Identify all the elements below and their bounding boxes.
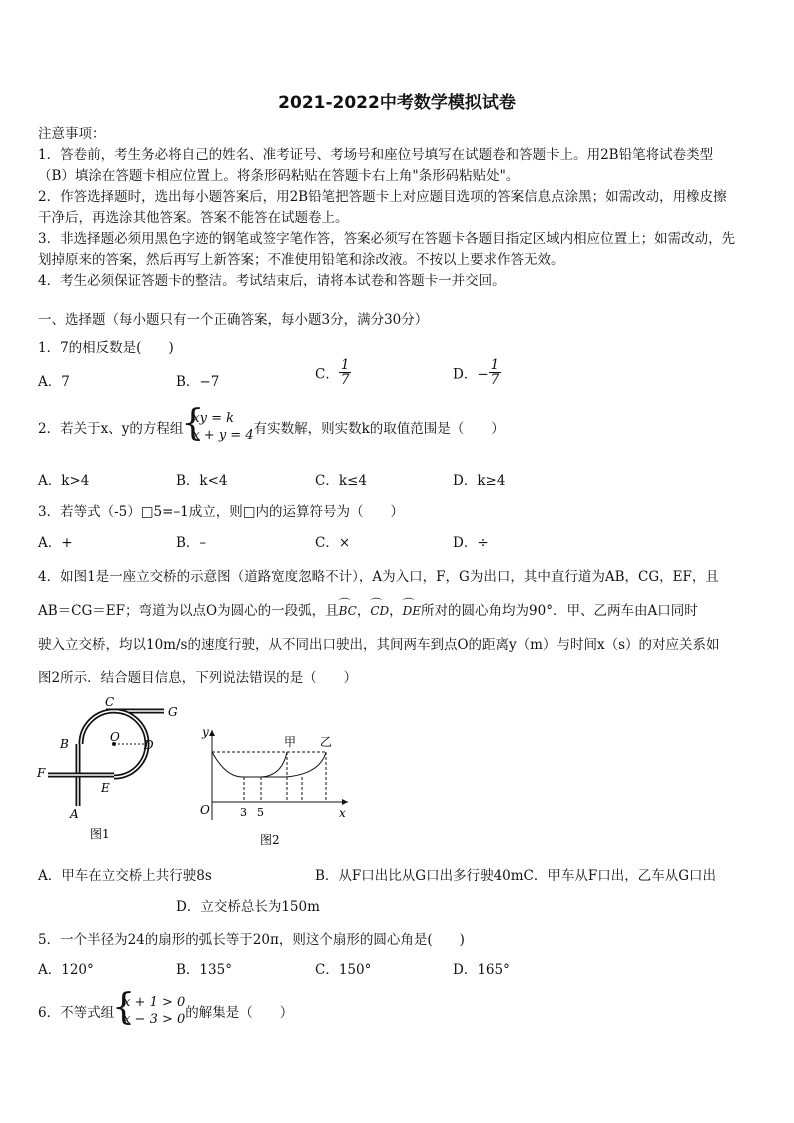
notice-line: 1．答卷前，考生务必将自己的姓名、准考证号、考场号和座位号填写在试题卷和答题卡上。用2B铅笔将试卷类型 xyxy=(38,147,714,163)
origin-label: O xyxy=(200,803,210,817)
series-label-jia: 甲 xyxy=(284,735,297,749)
q6-stem-post: 的解集是（ ） xyxy=(185,1005,294,1021)
inequality: x − 3 > 0 xyxy=(123,1012,186,1027)
q3-option-d: D．÷ xyxy=(453,535,489,551)
q1-option-c-label: C． xyxy=(315,366,339,383)
question-4-line: AB＝CG＝EF；弯道为以点O为圆心的一段弧，且⌒ BC，⌒ CD，⌒ DE所对的圆心角均为90°．甲、乙两车由A口同时 xyxy=(38,599,698,619)
x-axis-label: x xyxy=(339,806,346,820)
q2-stem-post: 有实数解，则实数k的取值范围是（ ） xyxy=(253,421,505,437)
q2-option-d: D．k≥4 xyxy=(453,473,506,489)
q2-option-a: A．k>4 xyxy=(38,473,90,489)
page-title: 2021-2022中考数学模拟试卷 xyxy=(278,93,516,113)
q4-option-b: B．从F口出比从G口出多行驶40mC．甲车从F口出，乙车从G口出 xyxy=(315,868,717,884)
q5-option-d: D．165° xyxy=(453,962,510,978)
denominator: 7 xyxy=(340,372,350,388)
numerator: 1 xyxy=(340,357,350,373)
q1-option-d-label: D．− xyxy=(453,366,489,383)
numerator: 1 xyxy=(490,357,500,373)
section-heading: 一、选择题（每小题只有一个正确答案，每小题3分，满分30分） xyxy=(38,312,429,328)
label-o: O xyxy=(110,730,120,744)
question-6-stem xyxy=(38,994,293,1028)
q5-option-b: B．135° xyxy=(176,962,232,978)
label-d: D xyxy=(144,738,154,752)
curve-descent xyxy=(212,752,244,777)
q6-stem-pre: 6．不等式组 xyxy=(38,1005,115,1021)
q5-option-a: A．120° xyxy=(38,962,94,978)
label-c: C xyxy=(105,695,115,709)
q4-option-a: A．甲车在立交桥上共行驶8s xyxy=(38,868,212,884)
label-e: E xyxy=(101,781,110,795)
equation: { xy = k xyxy=(192,411,235,426)
arc-cd: ⌒ CD xyxy=(370,604,389,618)
figure-1-interchange xyxy=(34,694,184,846)
q3-option-c: C．× xyxy=(315,535,351,551)
q2-option-b: B．k<4 xyxy=(176,473,228,489)
y-axis-label: y xyxy=(202,725,209,739)
equation: x + y = 4 xyxy=(192,428,254,443)
label-g: G xyxy=(168,705,178,719)
figure-2-graph xyxy=(196,722,356,850)
label-a: A xyxy=(70,807,79,821)
question-4-line: 图2所示．结合题目信息，下列说法错误的是（ ） xyxy=(38,670,358,686)
fraction xyxy=(339,358,352,387)
notice-line: （B）填涂在答题卡相应位置上。将条形码粘贴在答题卡右上角"条形码粘贴处"。 xyxy=(38,168,520,184)
series-label-yi: 乙 xyxy=(320,735,333,749)
notice-line: 干净后，再选涂其他答案。答案不能答在试题卷上。 xyxy=(38,210,349,226)
notice-line: 划掉原来的答案，然后再写上新答案；不准使用铅笔和涂改液。不按以上要求作答无效。 xyxy=(38,252,565,268)
label-f: F xyxy=(37,766,46,780)
q5-option-c: C．150° xyxy=(315,962,372,978)
q3-option-b: B．– xyxy=(176,535,207,551)
q1-option-c xyxy=(315,358,351,387)
figure-2-caption: 图2 xyxy=(260,833,280,847)
notice-line: 4．考生必须保证答题卡的整洁。考试结束后，请将本试卷和答题卡一并交回。 xyxy=(38,273,506,289)
question-5-stem: 5．一个半径为24的扇形的弧长等于20π，则这个扇形的圆心角是( ) xyxy=(38,932,465,948)
q2-option-c: C．k≤4 xyxy=(315,473,367,489)
question-1-stem: 1．7的相反数是( ) xyxy=(38,340,174,356)
tick-label-5: 5 xyxy=(257,806,264,819)
q4-line2-post: 所对的圆心角均为90°．甲、乙两车由A口同时 xyxy=(421,603,698,619)
label-b: B xyxy=(60,737,69,751)
q1-option-a: A．7 xyxy=(38,374,70,390)
arc-bc: ⌒ BC xyxy=(339,604,357,618)
q1-option-d xyxy=(453,358,501,387)
q1-option-b: B．−7 xyxy=(176,374,220,390)
question-4-line: 4．如图1是一座立交桥的示意图（道路宽度忽略不计），A为入口，F，G为出口，其中直行道为AB，CG，EF，且 xyxy=(38,569,719,585)
question-3-stem: 3．若等式（-5）□5=–1成立，则□内的运算符号为（ ） xyxy=(38,504,404,520)
q3-option-a: A．+ xyxy=(38,535,73,551)
inequality-system xyxy=(114,994,185,1028)
question-4-line: 驶入立交桥，均以10m/s的速度行驶，从不同出口驶出，其间两车到点O的距离y（m）与时间x（s）的对应关系如 xyxy=(38,637,720,653)
notice-line: 2．作答选择题时，选出每小题答案后，用2B铅笔把答题卡上对应题目选项的答案信息点涂黑；如需改动，用橡皮擦 xyxy=(38,189,727,205)
equation-system xyxy=(183,410,253,444)
tick-label-3: 3 xyxy=(240,806,247,819)
q2-stem-pre: 2．若关于x、y的方程组 xyxy=(38,421,184,437)
fraction xyxy=(489,358,502,387)
curve-yi xyxy=(286,752,326,777)
question-2-stem xyxy=(38,410,505,444)
denominator: 7 xyxy=(490,372,500,388)
notice-heading: 注意事项： xyxy=(38,126,106,142)
figure-1-caption: 图1 xyxy=(90,827,110,841)
curve-jia xyxy=(261,752,287,777)
q4-line2-pre: AB＝CG＝EF；弯道为以点O为圆心的一段弧，且 xyxy=(38,603,339,619)
notice-line: 3．非选择题必须用黑色字迹的钢笔或签字笔作答，答案必须写在答题卡各题目指定区域内相应位置上；如需改动，先 xyxy=(38,231,736,247)
inequality: { x + 1 > 0 xyxy=(123,995,186,1010)
q4-option-d: D．立交桥总长为150m xyxy=(176,899,320,915)
arc-de: ⌒ DE xyxy=(403,604,421,618)
